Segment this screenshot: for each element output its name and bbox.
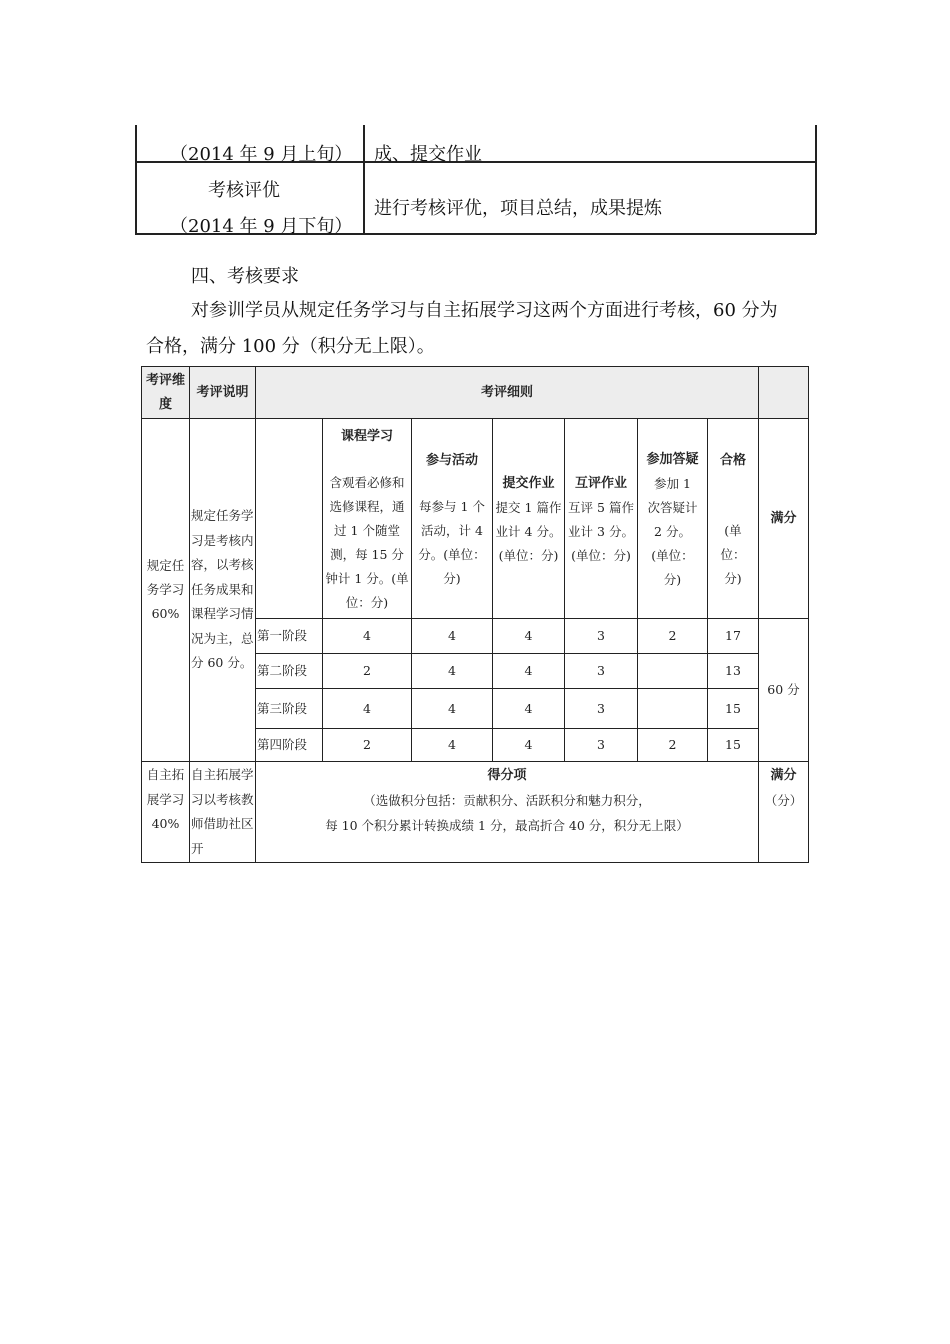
self-description: 自主拓展学习以考核教师借助社区开 [190,762,256,863]
stage-value: 3 [565,654,638,689]
table-header-row [142,367,809,419]
column-course-title: 课程学习 [340,428,393,444]
stage-value: 3 [565,689,638,729]
column-pass [708,419,759,619]
assessment-table [141,366,809,863]
column-qa-detail: 参加 1 次答疑计 2 分。(单位：分) [647,475,698,587]
stage-value: 4 [323,689,412,729]
stage-value: 4 [412,689,493,729]
schedule-row2-content: 进行考核评优，项目总结，成果提炼 [374,198,662,219]
column-homework-detail: 提交 1 篇作业计 4 分。(单位：分) [495,499,562,563]
column-peer-review [565,419,638,619]
column-pass-title: 合格 [719,452,746,468]
section-paragraph-line2: 合格，满分 100 分（积分无上限）。 [146,336,435,357]
stage-value: 4 [493,689,565,729]
stage-value: 17 [708,619,759,654]
stage-value: 4 [493,729,565,762]
self-score-line2: 每 10 个积分累计转换成绩 1 分，最高折合 40 分，积分无上限） [325,818,689,833]
self-dimension: 自主拓展学习 40% [142,762,190,863]
column-qa [638,419,708,619]
stage-value: 4 [412,729,493,762]
stage-name: 第四阶段 [256,729,323,762]
column-course [323,419,412,619]
column-pass-detail: (单位：分) [720,522,746,586]
required-full-value: 60 分 [759,619,809,762]
column-qa-title: 参加答疑 [646,451,699,467]
stage-value: 2 [323,729,412,762]
header-rules: 考评细则 [256,367,759,419]
column-activity [412,419,493,619]
column-homework [493,419,565,619]
stage-value: 2 [638,619,708,654]
self-full-label: 满分 [770,768,797,783]
schedule-row2-title: 考核评优 [208,180,280,201]
required-dimension: 规定任务学习 60% [142,419,190,762]
schedule-row2-date: （2014 年 9 月下旬） [170,216,353,237]
header-blank [759,367,809,419]
stage-name: 第三阶段 [256,689,323,729]
self-full-unit: （分） [764,793,803,808]
self-learning-row [142,762,809,863]
section-paragraph-line1: 对参训学员从规定任务学习与自主拓展学习这两个方面进行考核，60 分为 [191,300,778,321]
stage-value: 4 [412,654,493,689]
stage-value: 15 [708,729,759,762]
stage-value: 4 [323,619,412,654]
header-description: 考评说明 [190,367,256,419]
stage-value: 3 [565,729,638,762]
stage-value: 2 [638,729,708,762]
self-score-line1: （选做积分包括：贡献积分、活跃积分和魅力积分， [363,793,651,808]
required-description: 规定任务学习是考核内容，以考核任务成果和课程学习情况为主，总分 60 分。 [190,419,256,762]
required-full-label: 满分 [759,419,809,619]
self-full-cell [759,762,809,863]
stage-value: 4 [493,654,565,689]
stage-value: 2 [323,654,412,689]
stage-value: 3 [565,619,638,654]
rules-detail-row [142,419,809,619]
stage-value: 4 [412,619,493,654]
stage-name: 第一阶段 [256,619,323,654]
column-activity-detail: 每参与 1 个活动，计 4 分。(单位：分) [418,498,486,586]
stage-value [638,654,708,689]
stage-label-blank [256,419,323,619]
header-dimension: 考评维度 [142,367,190,419]
column-peer-review-detail: 互评 5 篇作业计 3 分。(单位：分) [568,499,634,563]
column-peer-review-title: 互评作业 [574,475,627,491]
stage-value: 13 [708,654,759,689]
column-activity-title: 参与活动 [425,452,478,468]
schedule-row1-date: （2014 年 9 月上旬） [170,144,353,165]
stage-name: 第二阶段 [256,654,323,689]
self-score-cell [256,762,759,863]
column-course-detail: 含观看必修和选修课程，通过 1 个随堂测，每 15 分钟计 1 分。(单位：分) [325,474,409,610]
self-score-title: 得分项 [487,768,527,783]
stage-value [638,689,708,729]
section-heading: 四、考核要求 [191,266,299,287]
stage-value: 4 [493,619,565,654]
schedule-row1-content: 成、提交作业 [374,144,482,165]
column-homework-title: 提交作业 [502,475,555,491]
stage-value: 15 [708,689,759,729]
